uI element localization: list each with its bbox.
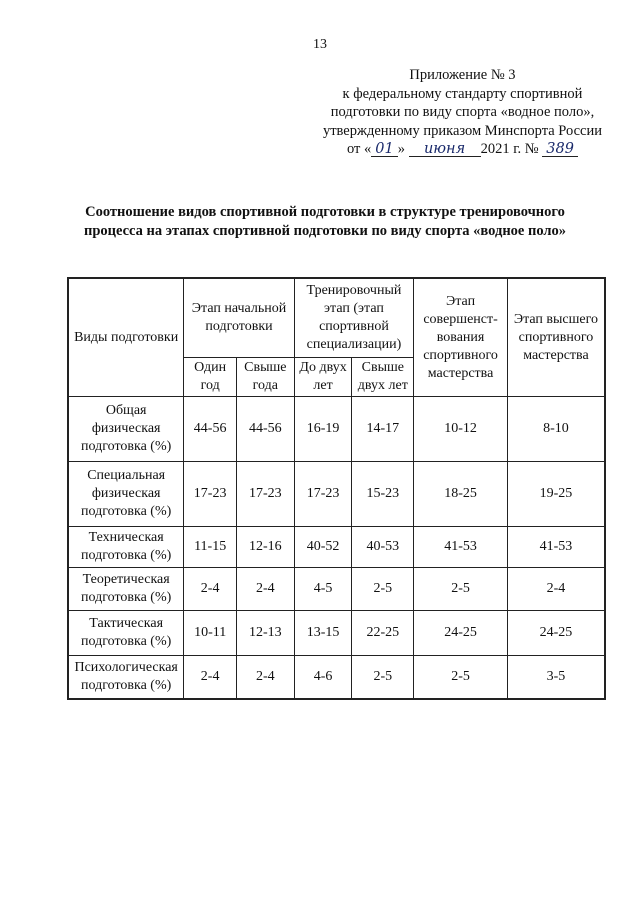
order-number: 389 (542, 142, 578, 157)
cell: 2-5 (352, 568, 414, 611)
cell: 40-53 (352, 527, 414, 568)
page-number: 13 (313, 37, 327, 52)
training-ratio-table (67, 277, 606, 700)
cell: 2-4 (236, 656, 294, 700)
cell: 2-4 (507, 568, 605, 611)
cell: 8-10 (507, 397, 605, 462)
table-row (68, 462, 605, 527)
cell: 2-4 (236, 568, 294, 611)
title-line-2: процесса на этапах спортивной подготовки по виду спорта «водное поло» (83, 223, 567, 239)
cell: 11-15 (184, 527, 237, 568)
header-over-two: Свыше двух лет (352, 358, 414, 397)
date-prefix: от « (346, 141, 372, 157)
annex-block (323, 66, 602, 159)
table-row (68, 611, 605, 656)
row-label: Техническая подготовка (%) (68, 527, 184, 568)
table-row (68, 397, 605, 462)
annex-line-4: утвержденному приказом Минспорта России (322, 122, 602, 139)
date-month: июня (409, 142, 481, 157)
annex-date-line (323, 140, 602, 159)
document-title (60, 203, 590, 241)
cell: 17-23 (294, 462, 352, 527)
table-row (68, 656, 605, 700)
cell: 14-17 (352, 397, 414, 462)
cell: 2-5 (352, 656, 414, 700)
cell: 10-11 (184, 611, 237, 656)
cell: 2-4 (184, 656, 237, 700)
header-row (68, 278, 605, 358)
row-label: Общая физическая подготовка (%) (68, 397, 184, 462)
cell: 12-13 (236, 611, 294, 656)
header-up-to-two: До двух лет (294, 358, 352, 397)
header-training-stage: Тренировочный этап (этап спортивной специализации) (294, 278, 414, 358)
cell: 22-25 (352, 611, 414, 656)
cell: 4-6 (294, 656, 352, 700)
cell: 15-23 (352, 462, 414, 527)
cell: 17-23 (236, 462, 294, 527)
annex-line-3: подготовки по виду спорта «водное поло», (330, 104, 595, 120)
header-one-year: Один год (184, 358, 237, 397)
date-year: 2021 г. № (480, 141, 539, 157)
cell: 4-5 (294, 568, 352, 611)
row-label: Тактическая подготовка (%) (68, 611, 184, 656)
header-types: Виды подготовки (68, 278, 184, 397)
cell: 13-15 (294, 611, 352, 656)
header-initial-stage: Этап начальной подготовки (184, 278, 294, 358)
row-label: Психологическая подготовка (%) (68, 656, 184, 700)
header-improvement-stage: Этап совершенст-вования спортивного мастерства (414, 278, 508, 397)
table-row (68, 527, 605, 568)
cell: 17-23 (184, 462, 237, 527)
cell: 19-25 (507, 462, 605, 527)
cell: 44-56 (184, 397, 237, 462)
cell: 41-53 (414, 527, 508, 568)
cell: 41-53 (507, 527, 605, 568)
title-line-1: Соотношение видов спортивной подготовки в структуре тренировочного (85, 204, 565, 220)
annex-number: Приложение № 3 (409, 67, 516, 83)
cell: 24-25 (414, 611, 508, 656)
header-highest-stage: Этап высшего спортивного мастерства (507, 278, 605, 397)
cell: 18-25 (414, 462, 508, 527)
header-over-year: Свыше года (236, 358, 294, 397)
cell: 24-25 (507, 611, 605, 656)
row-label: Специальная физическая подготовка (%) (68, 462, 184, 527)
date-day: 01 (371, 142, 397, 157)
cell: 12-16 (236, 527, 294, 568)
date-mid: » (397, 141, 405, 157)
cell: 3-5 (507, 656, 605, 700)
annex-line-2: к федеральному стандарту спортивной (342, 85, 583, 102)
cell: 16-19 (294, 397, 352, 462)
cell: 2-4 (184, 568, 237, 611)
cell: 44-56 (236, 397, 294, 462)
table-row (68, 568, 605, 611)
cell: 2-5 (414, 568, 508, 611)
cell: 40-52 (294, 527, 352, 568)
cell: 10-12 (414, 397, 508, 462)
cell: 2-5 (414, 656, 508, 700)
row-label: Теоретическая подготовка (%) (68, 568, 184, 611)
